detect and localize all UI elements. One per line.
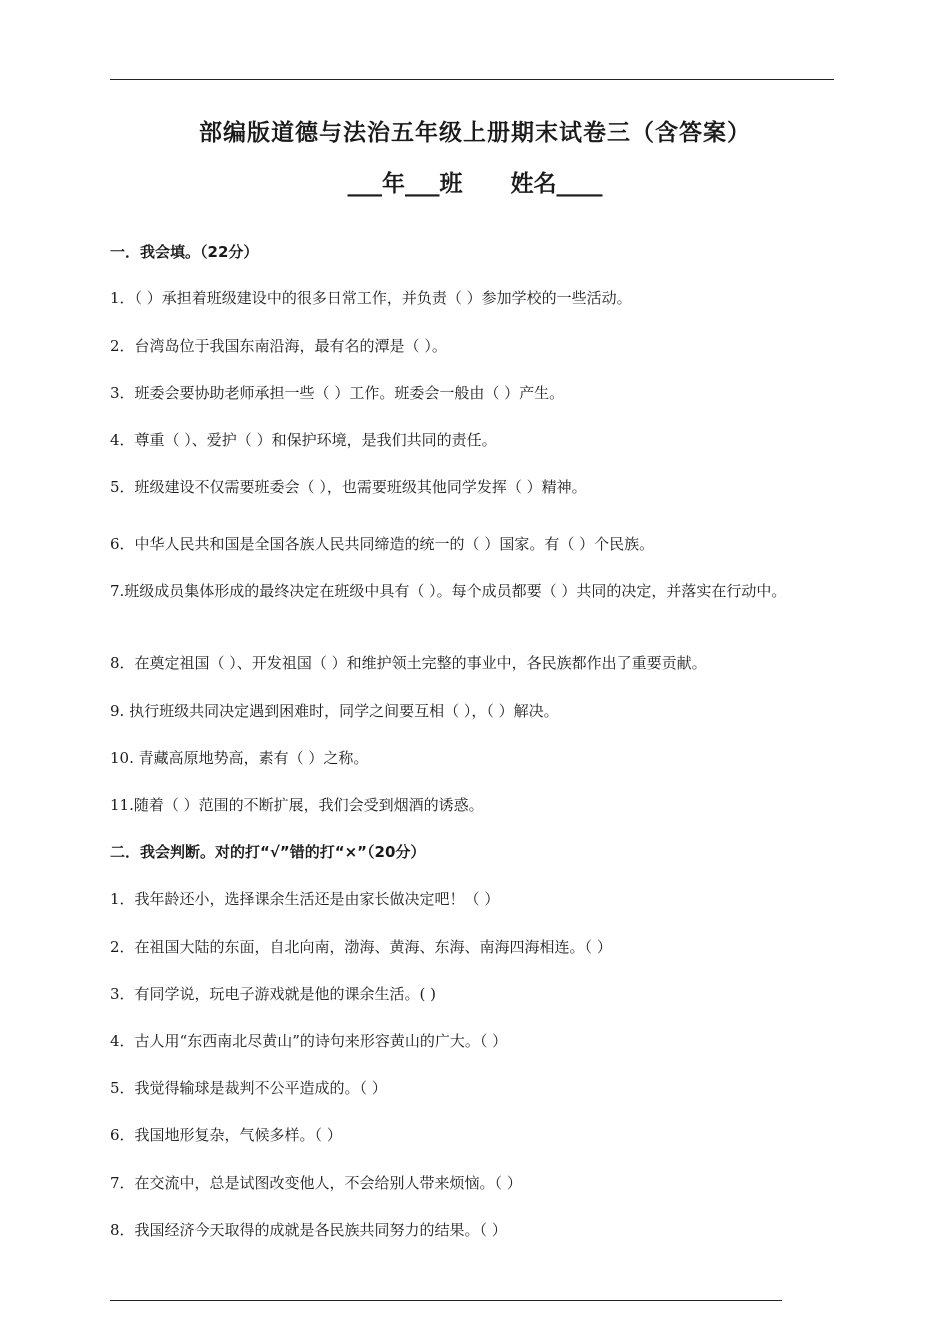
question-item: 7.班级成员集体形成的最终决定在班级中具有（ ）。每个成员都要（ ）共同的决定，并落实在行动中。: [110, 582, 787, 600]
question-item: 6．我国地形复杂，气候多样。（ ）: [110, 1126, 342, 1144]
question-item: 8．在奠定祖国（ ）、开发祖国（ ）和维护领土完整的事业中，各民族都作出了重要贡献。: [110, 654, 707, 672]
document-title: 部编版道德与法治五年级上册期末试卷三（含答案）: [199, 120, 751, 146]
question-item: 2．台湾岛位于我国东南沿海，最有名的潭是（ ）。: [110, 337, 447, 355]
footer-rule: [110, 1300, 782, 1301]
question-item: 3．班委会要协助老师承担一些（ ）工作。班委会一般由（ ）产生。: [110, 384, 565, 402]
question-item: 11.随着（ ）范围的不断扩展，我们会受到烟酒的诱惑。: [110, 796, 484, 814]
question-item: 6．中华人民共和国是全国各族人民共同缔造的统一的（ ）国家。有（ ）个民族。: [110, 535, 655, 553]
question-item: 2．在祖国大陆的东面，自北向南，渤海、黄海、东海、南海四海相连。（ ）: [110, 938, 612, 956]
question-item: 8．我国经济今天取得的成就是各民族共同努力的结果。（ ）: [110, 1221, 507, 1239]
question-item: 9. 执行班级共同决定遇到困难时，同学之间要互相（ ），（ ）解决。: [110, 702, 559, 720]
section-heading-true-false: 二．我会判断。对的打“√”错的打“×”（20分）: [110, 843, 426, 861]
header-rule: [110, 79, 834, 80]
question-item: 7．在交流中，总是试图改变他人，不会给别人带来烦恼。（ ）: [110, 1174, 522, 1192]
question-item: 1．我年龄还小，选择课余生活还是由家长做决定吧！（ ）: [110, 890, 500, 908]
question-item: 5．班级建设不仅需要班委会（ ），也需要班级其他同学发挥（ ）精神。: [110, 478, 587, 496]
question-item: 3．有同学说，玩电子游戏就是他的课余生活。( ): [110, 985, 437, 1003]
question-item: 10. 青藏高原地势高，素有（ ）之称。: [110, 749, 369, 767]
question-item: 1．（ ）承担着班级建设中的很多日常工作，并负责（ ）参加学校的一些活动。: [110, 289, 632, 307]
section-heading-fill-in: 一．我会填。（22分）: [110, 243, 259, 261]
student-info-line: ___年___班 姓名____: [347, 171, 603, 197]
question-item: 4．尊重（ ）、爱护（ ）和保护环境，是我们共同的责任。: [110, 431, 497, 449]
question-item: 5．我觉得输球是裁判不公平造成的。（ ）: [110, 1079, 387, 1097]
question-item: 4．古人用“东西南北尽黄山”的诗句来形容黄山的广大。（ ）: [110, 1032, 508, 1050]
